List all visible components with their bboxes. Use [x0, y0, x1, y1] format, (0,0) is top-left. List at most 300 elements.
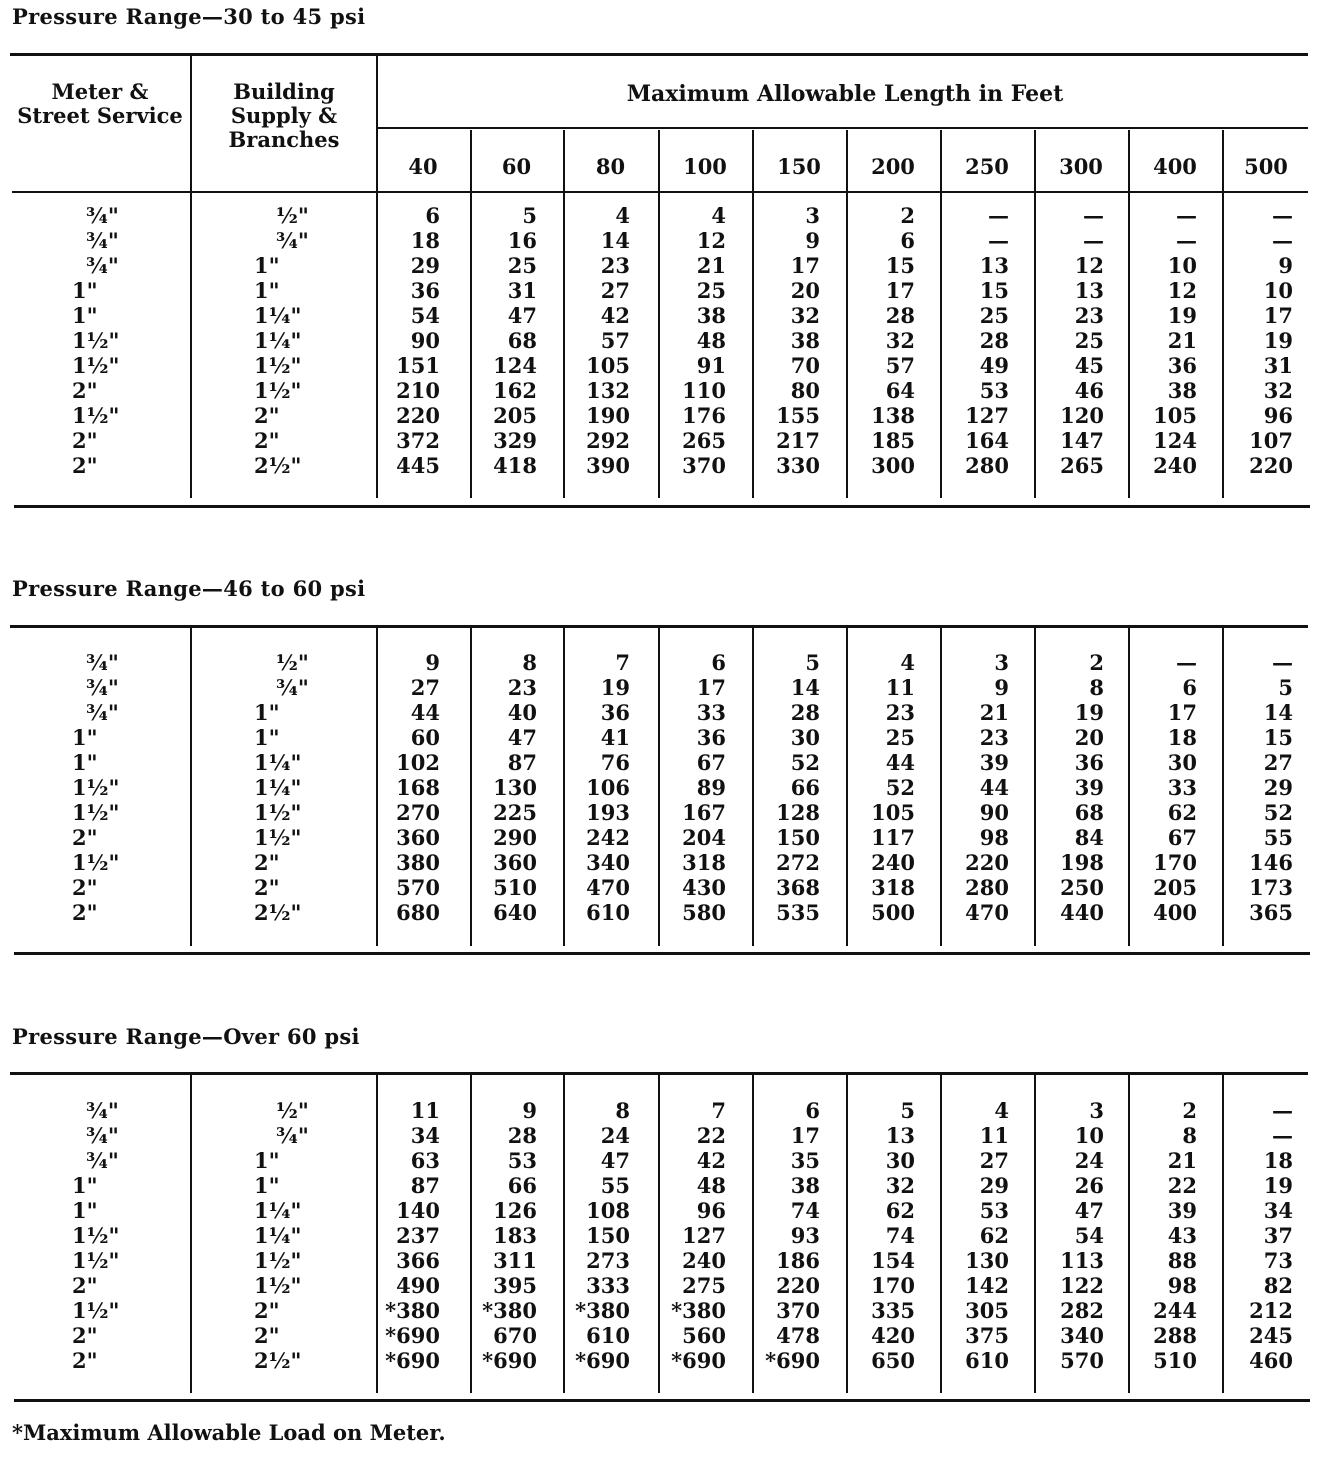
table-cell: *690	[385, 1348, 440, 1373]
table-cell: 610	[965, 1348, 1009, 1373]
table-cell: —	[1272, 203, 1293, 228]
table-cell: 105	[871, 800, 915, 825]
table-cell: 17	[1263, 303, 1293, 328]
table-cell: 292	[586, 428, 630, 453]
length-header-60: 60	[501, 154, 532, 179]
meter-size-cell: 1"	[72, 725, 98, 750]
meter-size-cell: 2"	[72, 1348, 98, 1373]
table-cell: 90	[410, 328, 440, 353]
table-cell: *380	[482, 1298, 537, 1323]
table-cell: 18	[1167, 725, 1197, 750]
table-cell: 126	[493, 1198, 537, 1223]
table-cell: 31	[507, 278, 537, 303]
building-size-cell: 1½"	[254, 353, 302, 378]
table-cell: 7	[711, 1098, 726, 1123]
length-column-60	[457, 203, 537, 478]
table-cell: 47	[507, 725, 537, 750]
table-cell: 28	[979, 328, 1009, 353]
table-cell: 670	[493, 1323, 537, 1348]
meter-size-cell: 1½"	[72, 1223, 120, 1248]
length-column-80	[550, 1098, 630, 1373]
table-cell: 48	[696, 328, 726, 353]
meter-size-cell: 2"	[72, 378, 98, 403]
table-cell: 155	[776, 403, 820, 428]
length-header-80: 80	[595, 154, 626, 179]
table-cell: 333	[586, 1273, 630, 1298]
table-cell: 110	[682, 378, 726, 403]
table-cell: 176	[682, 403, 726, 428]
table-cell: 52	[790, 750, 820, 775]
length-column-150	[740, 650, 820, 925]
table-cell: 53	[979, 1198, 1009, 1223]
table-cell: 240	[682, 1248, 726, 1273]
table-cell: 105	[1153, 403, 1197, 428]
table-cell: 53	[507, 1148, 537, 1173]
table-top-rule	[10, 53, 1308, 56]
table-cell: 25	[696, 278, 726, 303]
meter-size-cell: 1½"	[72, 328, 120, 353]
building-size-cell: 1½"	[254, 1248, 302, 1273]
table-cell: 13	[979, 253, 1009, 278]
length-column-150	[740, 1098, 820, 1373]
table-cell: 420	[871, 1323, 915, 1348]
table-cell: 2	[1182, 1098, 1197, 1123]
table-cell: 170	[1153, 850, 1197, 875]
table-cell: 167	[682, 800, 726, 825]
table-cell: 288	[1153, 1323, 1197, 1348]
table-cell: 34	[1263, 1198, 1293, 1223]
table-cell: 35	[790, 1148, 820, 1173]
table-cell: 311	[493, 1248, 537, 1273]
table-cell: 372	[396, 428, 440, 453]
table-cell: 5	[1278, 675, 1293, 700]
table-cell: 360	[493, 850, 537, 875]
table-cell: 70	[790, 353, 820, 378]
table-cell: 9	[425, 650, 440, 675]
table-cell: 151	[396, 353, 440, 378]
table-cell: 9	[522, 1098, 537, 1123]
table-cell: 21	[696, 253, 726, 278]
table-cell: 640	[493, 900, 537, 925]
length-column-400	[1117, 650, 1197, 925]
table-cell: 300	[871, 453, 915, 478]
length-header-100: 100	[683, 154, 727, 179]
table-cell: 66	[507, 1173, 537, 1198]
table-cell: 186	[776, 1248, 820, 1273]
table-cell: 64	[885, 378, 915, 403]
table-cell: 45	[1074, 353, 1104, 378]
building-size-cell: 1¼"	[254, 1223, 302, 1248]
table-cell: 47	[600, 1148, 630, 1173]
table-cell: 34	[410, 1123, 440, 1148]
meter-size-cell: 1"	[72, 750, 98, 775]
table-cell: 140	[396, 1198, 440, 1223]
table-cell: 12	[1074, 253, 1104, 278]
table-cell: 2	[1089, 650, 1104, 675]
meter-size-cell: ¾"	[86, 203, 119, 228]
meter-size-cell: 1½"	[72, 353, 120, 378]
table-cell: 127	[965, 403, 1009, 428]
table-cell: 102	[396, 750, 440, 775]
table-cell: 8	[1089, 675, 1104, 700]
table-cell: 366	[396, 1248, 440, 1273]
table-cell: 25	[1074, 328, 1104, 353]
table-cell: 36	[410, 278, 440, 303]
table-cell: 89	[696, 775, 726, 800]
table-cell: —	[1272, 228, 1293, 253]
table-cell: 27	[979, 1148, 1009, 1173]
header-max-allowable-length: Maximum Allowable Length in Feet	[626, 81, 1064, 107]
table-cell: 80	[790, 378, 820, 403]
table-cell: 76	[600, 750, 630, 775]
table-cell: 162	[493, 378, 537, 403]
table-cell: 84	[1074, 825, 1104, 850]
table-cell: 8	[522, 650, 537, 675]
building-size-cell: 2"	[254, 875, 280, 900]
table-cell: 33	[696, 700, 726, 725]
table-cell: 490	[396, 1273, 440, 1298]
meter-size-cell: ¾"	[86, 1123, 119, 1148]
table-cell: 19	[1167, 303, 1197, 328]
table-cell: *690	[765, 1348, 820, 1373]
table-cell: 7	[615, 650, 630, 675]
table-cell: 52	[885, 775, 915, 800]
table-cell: 93	[790, 1223, 820, 1248]
table-cell: 12	[1167, 278, 1197, 303]
length-header-200: 200	[871, 154, 915, 179]
table-cell: 62	[979, 1223, 1009, 1248]
meter-size-cell: 1½"	[72, 1298, 120, 1323]
table-cell: 329	[493, 428, 537, 453]
column-divider	[190, 56, 192, 498]
table-cell: 5	[900, 1098, 915, 1123]
table-bottom-rule	[14, 952, 1310, 955]
table-cell: 54	[1074, 1223, 1104, 1248]
building-size-cell: ¾"	[276, 675, 309, 700]
column-divider	[190, 1075, 192, 1393]
table-cell: 90	[979, 800, 1009, 825]
table-cell: 5	[522, 203, 537, 228]
table-cell: 38	[790, 328, 820, 353]
table-cell: 108	[586, 1198, 630, 1223]
table-cell: 335	[871, 1298, 915, 1323]
table-cell: 290	[493, 825, 537, 850]
building-size-cell: 1¼"	[254, 750, 302, 775]
length-column-80	[550, 650, 630, 925]
table-cell: —	[1272, 1123, 1293, 1148]
table-cell: 96	[1263, 403, 1293, 428]
building-size-cell: 1"	[254, 278, 280, 303]
meter-size-cell: 1½"	[72, 403, 120, 428]
table-cell: 26	[1074, 1173, 1104, 1198]
table-cell: 62	[885, 1198, 915, 1223]
building-size-cell: 1½"	[254, 1273, 302, 1298]
length-column-200	[835, 203, 915, 478]
building-size-column	[250, 1098, 330, 1373]
table-cell: 11	[979, 1123, 1009, 1148]
table-cell: 17	[790, 1123, 820, 1148]
meter-size-cell: 2"	[72, 1273, 98, 1298]
table-cell: —	[1176, 650, 1197, 675]
length-column-40	[360, 650, 440, 925]
meter-size-cell: ¾"	[86, 1148, 119, 1173]
table-cell: 128	[776, 800, 820, 825]
table-cell: 74	[790, 1198, 820, 1223]
building-size-cell: 1"	[254, 253, 280, 278]
table-cell: 44	[885, 750, 915, 775]
table-cell: 30	[885, 1148, 915, 1173]
table-cell: 265	[1060, 453, 1104, 478]
table-cell: 10	[1167, 253, 1197, 278]
table-cell: 245	[1249, 1323, 1293, 1348]
table-cell: 478	[776, 1323, 820, 1348]
table-cell: 610	[586, 1323, 630, 1348]
table-cell: 37	[1263, 1223, 1293, 1248]
table-cell: 98	[1167, 1273, 1197, 1298]
table-cell: 365	[1249, 900, 1293, 925]
table-cell: 150	[586, 1223, 630, 1248]
table-cell: 122	[1060, 1273, 1104, 1298]
table-cell: 3	[1089, 1098, 1104, 1123]
table-cell: 370	[776, 1298, 820, 1323]
table-cell: 205	[1153, 875, 1197, 900]
table-cell: 418	[493, 453, 537, 478]
table-cell: 17	[696, 675, 726, 700]
column-divider	[190, 628, 192, 946]
table-cell: 113	[1060, 1248, 1104, 1273]
table-cell: 430	[682, 875, 726, 900]
table-cell: *380	[671, 1298, 726, 1323]
length-column-100	[646, 650, 726, 925]
building-size-cell: ½"	[276, 650, 309, 675]
table-cell: 42	[696, 1148, 726, 1173]
table-cell: 3	[994, 650, 1009, 675]
table-cell: 570	[396, 875, 440, 900]
table-cell: 12	[696, 228, 726, 253]
table-cell: 23	[979, 725, 1009, 750]
table-cell: 11	[885, 675, 915, 700]
table-cell: 32	[885, 1173, 915, 1198]
table-cell: 193	[586, 800, 630, 825]
building-size-cell: 1¼"	[254, 328, 302, 353]
building-size-cell: ¾"	[276, 1123, 309, 1148]
length-column-250	[929, 1098, 1009, 1373]
meter-size-cell: ¾"	[86, 253, 119, 278]
meter-size-column	[60, 1098, 140, 1373]
table-cell: —	[1083, 203, 1104, 228]
length-column-500	[1213, 203, 1293, 478]
table-cell: 60	[410, 725, 440, 750]
length-header-400: 400	[1153, 154, 1197, 179]
table-cell: 63	[410, 1148, 440, 1173]
length-column-60	[457, 650, 537, 925]
table-cell: 22	[696, 1123, 726, 1148]
table-cell: 445	[396, 453, 440, 478]
table-cell: 28	[507, 1123, 537, 1148]
section-title-over-60-psi: Pressure Range—Over 60 psi	[12, 1024, 360, 1049]
table-cell: 88	[1167, 1248, 1197, 1273]
building-size-cell: 2½"	[254, 900, 302, 925]
length-column-300	[1024, 203, 1104, 478]
table-cell: 6	[1182, 675, 1197, 700]
table-cell: 24	[600, 1123, 630, 1148]
table-cell: 130	[493, 775, 537, 800]
building-size-cell: 1"	[254, 700, 280, 725]
table-cell: 380	[396, 850, 440, 875]
building-size-cell: 1½"	[254, 378, 302, 403]
table-cell: 82	[1263, 1273, 1293, 1298]
table-cell: 570	[1060, 1348, 1104, 1373]
table-cell: 500	[871, 900, 915, 925]
table-cell: 190	[586, 403, 630, 428]
meter-size-cell: 1½"	[72, 1248, 120, 1273]
building-size-cell: 2"	[254, 428, 280, 453]
table-cell: 146	[1249, 850, 1293, 875]
table-cell: —	[1272, 650, 1293, 675]
table-cell: —	[988, 203, 1009, 228]
table-cell: 3	[805, 203, 820, 228]
table-cell: 142	[965, 1273, 1009, 1298]
table-cell: 10	[1263, 278, 1293, 303]
table-cell: 74	[885, 1223, 915, 1248]
table-cell: 25	[507, 253, 537, 278]
table-cell: 53	[979, 378, 1009, 403]
meter-size-column	[60, 650, 140, 925]
table-cell: 25	[885, 725, 915, 750]
table-cell: 390	[586, 453, 630, 478]
table-cell: 164	[965, 428, 1009, 453]
table-cell: 124	[1153, 428, 1197, 453]
building-size-cell: 1"	[254, 1173, 280, 1198]
table-cell: 150	[776, 825, 820, 850]
table-cell: 23	[1074, 303, 1104, 328]
table-cell: 280	[965, 875, 1009, 900]
table-cell: 29	[979, 1173, 1009, 1198]
table-cell: 6	[425, 203, 440, 228]
table-cell: 400	[1153, 900, 1197, 925]
table-cell: 21	[979, 700, 1009, 725]
table-cell: 237	[396, 1223, 440, 1248]
table-cell: 68	[507, 328, 537, 353]
table-cell: 40	[507, 700, 537, 725]
table-cell: 30	[1167, 750, 1197, 775]
table-cell: 130	[965, 1248, 1009, 1273]
table-cell: 240	[871, 850, 915, 875]
building-size-cell: ½"	[276, 203, 309, 228]
table-cell: 36	[696, 725, 726, 750]
meter-size-cell: 1"	[72, 1173, 98, 1198]
table-cell: 460	[1249, 1348, 1293, 1373]
building-size-cell: 1¼"	[254, 775, 302, 800]
table-cell: 19	[1074, 700, 1104, 725]
table-cell: *690	[575, 1348, 630, 1373]
table-cell: 66	[790, 775, 820, 800]
header-divider	[378, 127, 1308, 129]
header-meter-street-service: Meter & Street Service	[17, 79, 183, 128]
building-size-cell: ¾"	[276, 228, 309, 253]
table-cell: 29	[410, 253, 440, 278]
table-cell: 217	[776, 428, 820, 453]
table-cell: 43	[1167, 1223, 1197, 1248]
table-cell: 138	[871, 403, 915, 428]
table-cell: 47	[507, 303, 537, 328]
length-column-60	[457, 1098, 537, 1373]
meter-size-cell: 1½"	[72, 850, 120, 875]
table-cell: *690	[385, 1323, 440, 1348]
table-cell: 272	[776, 850, 820, 875]
table-cell: 13	[885, 1123, 915, 1148]
table-cell: 49	[979, 353, 1009, 378]
section-title-46-60-psi: Pressure Range—46 to 60 psi	[12, 576, 366, 601]
table-cell: 36	[1074, 750, 1104, 775]
table-cell: 27	[1263, 750, 1293, 775]
length-column-200	[835, 1098, 915, 1373]
table-cell: 17	[885, 278, 915, 303]
table-cell: 32	[790, 303, 820, 328]
header-bottom-rule	[12, 191, 1308, 193]
building-size-cell: 1"	[254, 1148, 280, 1173]
table-cell: 470	[965, 900, 1009, 925]
table-cell: 225	[493, 800, 537, 825]
table-cell: 510	[493, 875, 537, 900]
table-cell: 39	[979, 750, 1009, 775]
table-cell: 154	[871, 1248, 915, 1273]
table-cell: 132	[586, 378, 630, 403]
table-cell: 39	[1167, 1198, 1197, 1223]
table-cell: 32	[885, 328, 915, 353]
meter-size-cell: 2"	[72, 875, 98, 900]
meter-size-column	[60, 203, 140, 478]
table-cell: 127	[682, 1223, 726, 1248]
building-size-cell: 1¼"	[254, 1198, 302, 1223]
table-cell: 67	[1167, 825, 1197, 850]
building-size-cell: 1¼"	[254, 303, 302, 328]
length-column-300	[1024, 1098, 1104, 1373]
table-cell: 20	[790, 278, 820, 303]
table-cell: 375	[965, 1323, 1009, 1348]
table-cell: 9	[805, 228, 820, 253]
table-cell: 18	[1263, 1148, 1293, 1173]
table-cell: 124	[493, 353, 537, 378]
table-cell: 15	[885, 253, 915, 278]
table-cell: 8	[1182, 1123, 1197, 1148]
table-cell: 15	[979, 278, 1009, 303]
table-cell: 560	[682, 1323, 726, 1348]
length-column-200	[835, 650, 915, 925]
length-column-400	[1117, 203, 1197, 478]
length-header-300: 300	[1059, 154, 1103, 179]
table-cell: 10	[1074, 1123, 1104, 1148]
table-cell: 48	[696, 1173, 726, 1198]
table-cell: 96	[696, 1198, 726, 1223]
length-column-500	[1213, 650, 1293, 925]
table-cell: 205	[493, 403, 537, 428]
meter-size-cell: 2"	[72, 1323, 98, 1348]
table-cell: 318	[682, 850, 726, 875]
table-cell: 31	[1263, 353, 1293, 378]
table-cell: 47	[1074, 1198, 1104, 1223]
table-cell: 680	[396, 900, 440, 925]
section-title-30-45-psi: Pressure Range—30 to 45 psi	[12, 4, 366, 29]
building-size-cell: 1½"	[254, 800, 302, 825]
table-cell: 23	[507, 675, 537, 700]
building-size-cell: ½"	[276, 1098, 309, 1123]
table-cell: 19	[1263, 328, 1293, 353]
table-cell: *690	[671, 1348, 726, 1373]
table-cell: 4	[711, 203, 726, 228]
table-cell: 15	[1263, 725, 1293, 750]
building-size-column	[250, 650, 330, 925]
